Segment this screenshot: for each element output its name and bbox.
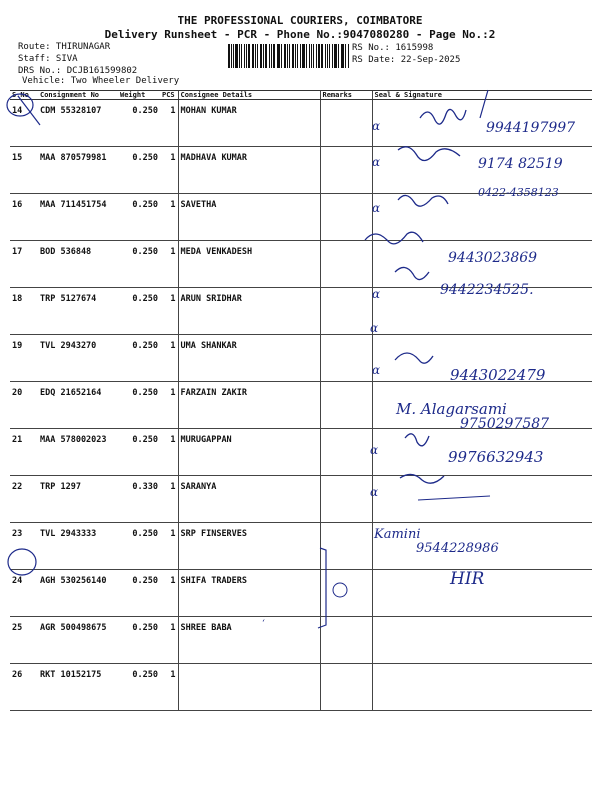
rs-number: RS No.: 1615998 bbox=[352, 43, 434, 53]
rs-date: RS Date: 22-Sep-2025 bbox=[352, 55, 461, 65]
handwritten-initials: HIR bbox=[450, 569, 485, 589]
cell-weight: 0.250 bbox=[118, 147, 160, 194]
cell-weight: 0.250 bbox=[118, 100, 160, 147]
cell-pcs: 1 bbox=[160, 570, 178, 617]
cell-seal bbox=[372, 147, 592, 194]
col-header-consignee: Consignee Details bbox=[178, 91, 320, 100]
cell-consignment: MAA 711451754 bbox=[38, 194, 118, 241]
vehicle-label: Vehicle: Two Wheeler Delivery bbox=[22, 76, 180, 86]
cell-consignment: TVL 2943270 bbox=[38, 335, 118, 382]
handwritten-phone: 0422-4358123 bbox=[478, 186, 559, 199]
col-header-consignment: Consignment No bbox=[38, 91, 118, 100]
cell-seal bbox=[372, 476, 592, 523]
cell-consignee: SHREE BABA bbox=[178, 617, 320, 664]
cell-pcs: 1 bbox=[160, 429, 178, 476]
cell-pcs: 1 bbox=[160, 664, 178, 711]
col-header-weight: Weight bbox=[118, 91, 160, 100]
cell-consignment: TVL 2943333 bbox=[38, 523, 118, 570]
cell-consignment: MAA 578002023 bbox=[38, 429, 118, 476]
route-label: Route: THIRUNAGAR bbox=[18, 42, 111, 52]
table-row bbox=[10, 429, 592, 476]
cell-weight: 0.330 bbox=[118, 476, 160, 523]
cell-consignee: SARANYA bbox=[178, 476, 320, 523]
cell-remarks bbox=[320, 570, 372, 617]
cell-weight: 0.250 bbox=[118, 570, 160, 617]
col-header-sno: S.No bbox=[10, 91, 38, 100]
cell-remarks bbox=[320, 194, 372, 241]
cell-remarks bbox=[320, 100, 372, 147]
cell-consignee: SAVETHA bbox=[178, 194, 320, 241]
cell-weight: 0.250 bbox=[118, 194, 160, 241]
cell-seal bbox=[372, 617, 592, 664]
cell-consignment: AGR 500498675 bbox=[38, 617, 118, 664]
table-row bbox=[10, 100, 592, 147]
col-header-seal: Seal & Signature bbox=[372, 91, 592, 100]
svg-text:α: α bbox=[372, 155, 381, 169]
cell-pcs: 1 bbox=[160, 194, 178, 241]
cell-consignee: UMA SHANKAR bbox=[178, 335, 320, 382]
cell-sno: 23 bbox=[10, 523, 38, 570]
table-row bbox=[10, 241, 592, 288]
cell-seal bbox=[372, 664, 592, 711]
svg-text:‘: ‘ bbox=[262, 619, 265, 629]
cell-weight: 0.250 bbox=[118, 429, 160, 476]
svg-text:α: α bbox=[370, 485, 379, 499]
handwritten-phone: 9443023869 bbox=[448, 250, 538, 266]
cell-pcs: 1 bbox=[160, 617, 178, 664]
cell-sno: 22 bbox=[10, 476, 38, 523]
table-row bbox=[10, 617, 592, 664]
table-header-row bbox=[10, 91, 592, 100]
staff-label: Staff: SIVA bbox=[18, 54, 78, 64]
table-row bbox=[10, 147, 592, 194]
svg-text:α: α bbox=[372, 363, 381, 377]
cell-consignee: MEDA VENKADESH bbox=[178, 241, 320, 288]
barcode-icon bbox=[228, 44, 350, 68]
cell-sno: 18 bbox=[10, 288, 38, 335]
cell-weight: 0.250 bbox=[118, 617, 160, 664]
cell-sno: 24 bbox=[10, 570, 38, 617]
cell-consignment: TRP 1297 bbox=[38, 476, 118, 523]
cell-sno: 17 bbox=[10, 241, 38, 288]
cell-seal bbox=[372, 194, 592, 241]
svg-text:α: α bbox=[370, 443, 379, 457]
handwritten-phone: 9750297587 bbox=[460, 416, 550, 432]
cell-remarks bbox=[320, 335, 372, 382]
cell-consignment: CDM 55328107 bbox=[38, 100, 118, 147]
cell-remarks bbox=[320, 382, 372, 429]
cell-seal bbox=[372, 335, 592, 382]
svg-text:α: α bbox=[370, 321, 379, 335]
cell-pcs: 1 bbox=[160, 241, 178, 288]
cell-weight: 0.250 bbox=[118, 382, 160, 429]
cell-remarks bbox=[320, 241, 372, 288]
cell-consignment: AGH 530256140 bbox=[38, 570, 118, 617]
cell-sno: 26 bbox=[10, 664, 38, 711]
cell-consignee: ARUN SRIDHAR bbox=[178, 288, 320, 335]
cell-weight: 0.250 bbox=[118, 664, 160, 711]
handwritten-phone: 9443022479 bbox=[450, 366, 546, 384]
cell-pcs: 1 bbox=[160, 100, 178, 147]
table-row bbox=[10, 194, 592, 241]
cell-pcs: 1 bbox=[160, 523, 178, 570]
drs-number: DRS No.: DCJB161599802 bbox=[18, 66, 138, 76]
cell-consignment: BOD 536848 bbox=[38, 241, 118, 288]
cell-seal bbox=[372, 382, 592, 429]
handwritten-name: Kamini bbox=[374, 527, 421, 542]
cell-consignee bbox=[178, 664, 320, 711]
cell-consignment: EDQ 21652164 bbox=[38, 382, 118, 429]
cell-pcs: 1 bbox=[160, 476, 178, 523]
handwritten-phone: 9944197997 bbox=[486, 120, 576, 136]
table-row bbox=[10, 523, 592, 570]
svg-text:α: α bbox=[372, 287, 381, 301]
table-row bbox=[10, 570, 592, 617]
cell-sno: 21 bbox=[10, 429, 38, 476]
cell-pcs: 1 bbox=[160, 382, 178, 429]
handwritten-phone: 9174 82519 bbox=[478, 156, 563, 172]
cell-pcs: 1 bbox=[160, 288, 178, 335]
table-row bbox=[10, 335, 592, 382]
svg-text:α: α bbox=[372, 119, 381, 133]
runsheet-subtitle: Delivery Runsheet - PCR - Phone No.:9047080280 - Page No.:2 bbox=[104, 28, 496, 41]
cell-remarks bbox=[320, 664, 372, 711]
cell-sno: 15 bbox=[10, 147, 38, 194]
handwritten-phone: 9976632943 bbox=[448, 448, 544, 466]
handwritten-phone: 9544228986 bbox=[416, 541, 499, 556]
cell-consignment: TRP 5127674 bbox=[38, 288, 118, 335]
cell-sno: 14 bbox=[10, 100, 38, 147]
cell-consignee: MURUGAPPAN bbox=[178, 429, 320, 476]
cell-consignee: SRP FINSERVES bbox=[178, 523, 320, 570]
cell-weight: 0.250 bbox=[118, 288, 160, 335]
cell-sno: 16 bbox=[10, 194, 38, 241]
table-row bbox=[10, 476, 592, 523]
runsheet-table bbox=[10, 90, 592, 711]
cell-weight: 0.250 bbox=[118, 523, 160, 570]
cell-seal bbox=[372, 241, 592, 288]
table-row bbox=[10, 664, 592, 711]
cell-sno: 19 bbox=[10, 335, 38, 382]
cell-remarks bbox=[320, 429, 372, 476]
cell-consignment: MAA 870579981 bbox=[38, 147, 118, 194]
cell-weight: 0.250 bbox=[118, 335, 160, 382]
cell-seal bbox=[372, 429, 592, 476]
cell-consignee: SHIFA TRADERS bbox=[178, 570, 320, 617]
cell-weight: 0.250 bbox=[118, 241, 160, 288]
handwritten-name: M. Alagarsami bbox=[396, 400, 507, 418]
cell-pcs: 1 bbox=[160, 147, 178, 194]
handwritten-phone: 9442234525. bbox=[440, 282, 534, 298]
cell-remarks bbox=[320, 617, 372, 664]
cell-pcs: 1 bbox=[160, 335, 178, 382]
company-title: THE PROFESSIONAL COURIERS, COIMBATORE bbox=[177, 14, 423, 27]
cell-sno: 25 bbox=[10, 617, 38, 664]
cell-remarks bbox=[320, 476, 372, 523]
cell-seal bbox=[372, 570, 592, 617]
cell-seal bbox=[372, 288, 592, 335]
cell-remarks bbox=[320, 288, 372, 335]
svg-text:α: α bbox=[372, 201, 381, 215]
cell-consignee: FARZAIN ZAKIR bbox=[178, 382, 320, 429]
col-header-pcs: PCS bbox=[160, 91, 178, 100]
cell-consignee: MOHAN KUMAR bbox=[178, 100, 320, 147]
col-header-remarks: Remarks bbox=[320, 91, 372, 100]
table-row bbox=[10, 382, 592, 429]
cell-consignee: MADHAVA KUMAR bbox=[178, 147, 320, 194]
cell-remarks bbox=[320, 147, 372, 194]
cell-seal bbox=[372, 100, 592, 147]
cell-remarks bbox=[320, 523, 372, 570]
cell-seal bbox=[372, 523, 592, 570]
table-row bbox=[10, 288, 592, 335]
cell-sno: 20 bbox=[10, 382, 38, 429]
cell-consignment: RKT 10152175 bbox=[38, 664, 118, 711]
